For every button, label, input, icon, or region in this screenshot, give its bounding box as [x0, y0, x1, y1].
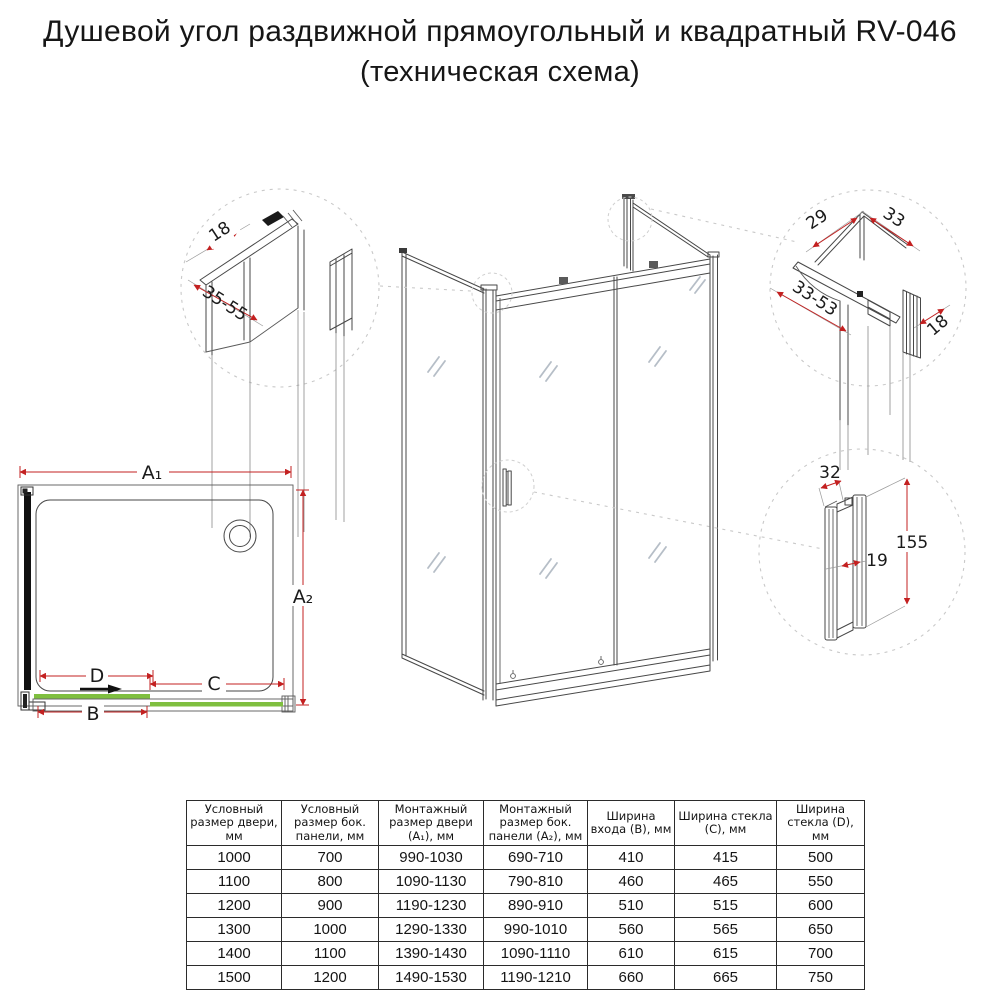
table-cell: 465 — [675, 870, 777, 894]
table-cell: 750 — [777, 966, 865, 990]
callout-top-profile-right — [770, 190, 966, 470]
table-header-cell: Монтажный размер двери (A₁), мм — [379, 801, 484, 846]
table-cell: 1190-1210 — [484, 966, 588, 990]
table-cell: 610 — [588, 942, 675, 966]
table-cell: 550 — [777, 870, 865, 894]
table-row — [187, 942, 865, 966]
table-cell: 1000 — [187, 846, 282, 870]
table-cell: 1200 — [187, 894, 282, 918]
table-cell: 515 — [675, 894, 777, 918]
table-cell: 800 — [282, 870, 379, 894]
table-row — [187, 966, 865, 990]
table-header-cell: Условный размер двери, мм — [187, 801, 282, 846]
dim-label-top-b: 33 — [879, 203, 909, 233]
leader-lines — [380, 209, 823, 549]
table-cell: 1400 — [187, 942, 282, 966]
title-line-2: (техническая схема) — [360, 56, 640, 88]
plan-view — [18, 461, 320, 725]
dim-label-top-depth: 18 — [923, 311, 953, 341]
table-cell: 410 — [588, 846, 675, 870]
glass-shine-icon — [428, 277, 705, 578]
dim-label-d: D — [89, 665, 105, 687]
table-cell: 1100 — [282, 942, 379, 966]
dim-label-b: B — [86, 703, 100, 725]
table-cell: 415 — [675, 846, 777, 870]
table-cell: 560 — [588, 918, 675, 942]
side-glass-panel — [24, 492, 31, 690]
table-row — [187, 846, 865, 870]
title-line-1: Душевой угол раздвижной прямоугольный и квадратный RV-046 — [43, 15, 957, 48]
table-cell: 700 — [777, 942, 865, 966]
table-cell: 700 — [282, 846, 379, 870]
table-cell: 510 — [588, 894, 675, 918]
table-cell: 565 — [675, 918, 777, 942]
table-header-cell: Ширина стекла (C), мм — [675, 801, 777, 846]
table-cell: 1090-1110 — [484, 942, 588, 966]
table-cell: 900 — [282, 894, 379, 918]
table-cell: 1300 — [187, 918, 282, 942]
table-header-row — [187, 801, 865, 846]
table-cell: 1100 — [187, 870, 282, 894]
dim-label-c: C — [207, 673, 221, 695]
dim-label-handle-width: 32 — [819, 463, 841, 483]
fixed-glass-c — [150, 702, 283, 707]
table-cell: 615 — [675, 942, 777, 966]
dim-label-a2: A₂ — [292, 586, 314, 608]
dim-label-handle-depth: 19 — [866, 551, 888, 571]
dim-label-profile-range: 35-55 — [198, 281, 251, 326]
table-cell: 1190-1230 — [379, 894, 484, 918]
callout-handle — [759, 449, 965, 655]
table-cell: 990-1010 — [484, 918, 588, 942]
door-handle — [503, 469, 511, 506]
drain-icon — [224, 520, 256, 552]
table-cell: 690-710 — [484, 846, 588, 870]
table-row — [187, 894, 865, 918]
table-cell: 460 — [588, 870, 675, 894]
table-cell: 1090-1130 — [379, 870, 484, 894]
table-row — [187, 918, 865, 942]
table-header-cell: Ширина входа (B), мм — [588, 801, 675, 846]
table-cell: 1500 — [187, 966, 282, 990]
table-cell: 600 — [777, 894, 865, 918]
table-cell: 1490-1530 — [379, 966, 484, 990]
dim-label-a1: A₁ — [141, 462, 163, 484]
table-header-cell: Условный размер бок. панели, мм — [282, 801, 379, 846]
dim-label-top-range: 33-53 — [788, 276, 841, 321]
table-cell: 650 — [777, 918, 865, 942]
table-cell: 1200 — [282, 966, 379, 990]
table-row — [187, 870, 865, 894]
table-cell: 660 — [588, 966, 675, 990]
table-cell: 665 — [675, 966, 777, 990]
sliding-door-glass-d — [34, 694, 150, 699]
dim-label-profile-width: 18 — [205, 217, 235, 247]
table-header-cell: Ширина стекла (D), мм — [777, 801, 865, 846]
table-cell: 990-1030 — [379, 846, 484, 870]
size-spec-table — [186, 800, 865, 990]
table-header-cell: Монтажный размер бок. панели (A₂), мм — [484, 801, 588, 846]
table-cell: 1390-1430 — [379, 942, 484, 966]
dim-label-handle-height: 155 — [895, 533, 929, 553]
table-cell: 790-810 — [484, 870, 588, 894]
detail-marker-left-profile — [472, 273, 512, 313]
table-cell: 1000 — [282, 918, 379, 942]
table-cell: 890-910 — [484, 894, 588, 918]
main-drawing — [399, 194, 719, 706]
table-cell: 1290-1330 — [379, 918, 484, 942]
dim-label-top-a: 29 — [802, 205, 832, 235]
table-cell: 500 — [777, 846, 865, 870]
